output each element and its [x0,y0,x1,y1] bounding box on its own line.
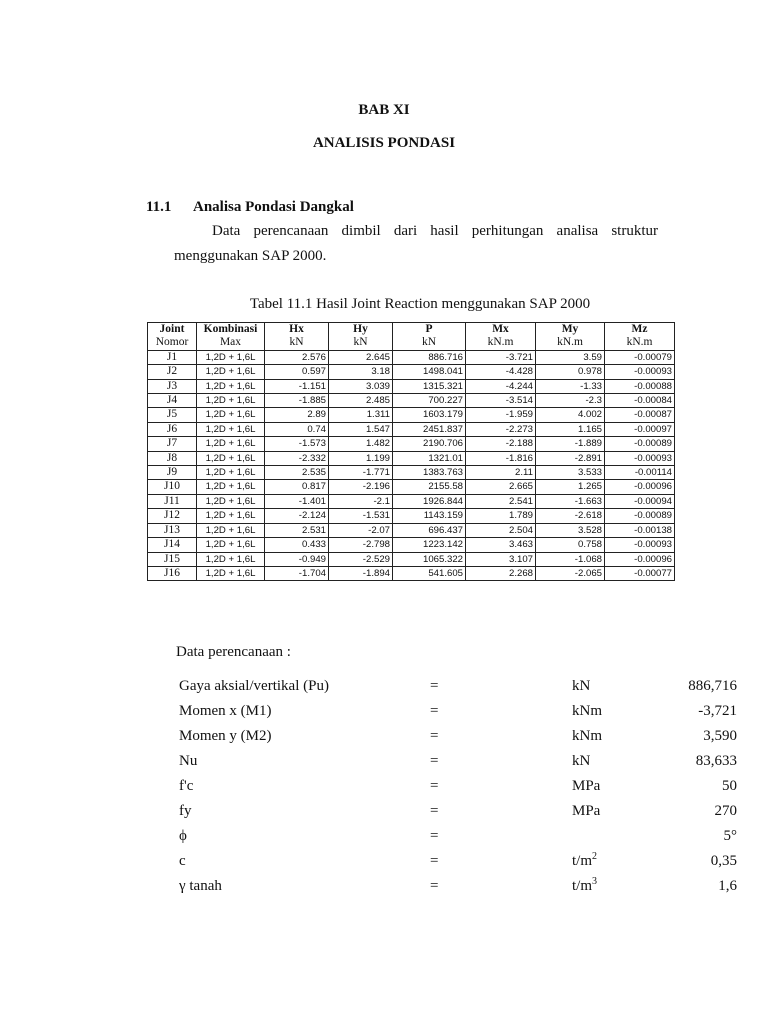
col-subheader-kombinasi: Max [197,336,265,350]
cell-hy: -2.196 [329,480,393,494]
cell-hy: 2.485 [329,394,393,408]
col-subheader-mx: kN.m [466,336,536,350]
cell-mx: 3.463 [466,538,536,552]
cell-mz: -0.00084 [605,394,675,408]
table-row [148,466,675,480]
parameter-unit-text: t/m [572,853,593,869]
cell-mx: -2.188 [466,437,536,451]
cell-p: 1926.844 [393,494,466,508]
parameter-unit-text: kNm [572,703,602,719]
parameter-value: 83,633 [695,753,737,769]
cell-kombinasi: 1,2D + 1,6L [197,466,265,480]
cell-hx: -2.124 [265,509,329,523]
parameter-unit [572,728,602,745]
table-row [148,538,675,552]
cell-joint: J9 [148,466,197,480]
cell-my: -2.618 [536,509,605,523]
parameter-unit-text: t/m [572,878,593,894]
cell-hy: 1.311 [329,408,393,422]
cell-hx: 0.74 [265,422,329,436]
section-title: Analisa Pondasi Dangkal [193,199,354,215]
parameter-unit [572,703,602,720]
cell-mz: -0.00097 [605,422,675,436]
parameter-unit [572,678,590,695]
cell-kombinasi: 1,2D + 1,6L [197,494,265,508]
parameter-unit [572,753,590,770]
parameter-equals: = [430,853,439,869]
cell-kombinasi: 1,2D + 1,6L [197,350,265,364]
cell-p: 1321.01 [393,451,466,465]
parameter-value: 5° [723,828,737,844]
cell-mz: -0.00077 [605,566,675,580]
table-row [148,422,675,436]
cell-p: 700.227 [393,394,466,408]
cell-my: -2.891 [536,451,605,465]
cell-kombinasi: 1,2D + 1,6L [197,451,265,465]
cell-hx: 0.817 [265,480,329,494]
table-row [148,394,675,408]
cell-kombinasi: 1,2D + 1,6L [197,379,265,393]
parameter-equals: = [430,678,439,694]
parameter-equals: = [430,728,439,744]
table-subheader-row [148,336,675,350]
cell-mx: 3.107 [466,552,536,566]
parameter-value: 270 [714,803,737,819]
cell-hy: 3.18 [329,365,393,379]
table-row [148,365,675,379]
cell-my: -1.068 [536,552,605,566]
cell-hy: 1.547 [329,422,393,436]
cell-joint: J12 [148,509,197,523]
cell-joint: J13 [148,523,197,537]
cell-joint: J11 [148,494,197,508]
table-row [148,379,675,393]
cell-hx: 0.433 [265,538,329,552]
cell-hx: 2.576 [265,350,329,364]
table-row [148,566,675,580]
cell-p: 541.605 [393,566,466,580]
cell-my: 3.528 [536,523,605,537]
cell-mz: -0.00094 [605,494,675,508]
table-row [148,509,675,523]
cell-hx: -1.573 [265,437,329,451]
data-perencanaan-label: Data perencanaan : [176,644,291,660]
cell-hx: 0.597 [265,365,329,379]
col-subheader-my: kN.m [536,336,605,350]
cell-p: 1383.763 [393,466,466,480]
col-header-hy: Hy [329,323,393,337]
cell-joint: J3 [148,379,197,393]
cell-kombinasi: 1,2D + 1,6L [197,422,265,436]
cell-p: 696.437 [393,523,466,537]
parameter-unit-exponent: 2 [592,851,598,862]
cell-mx: 1.789 [466,509,536,523]
parameter-label: Nu [179,753,198,769]
cell-kombinasi: 1,2D + 1,6L [197,437,265,451]
cell-joint: J5 [148,408,197,422]
cell-my: 1.265 [536,480,605,494]
cell-joint: J4 [148,394,197,408]
cell-my: -2.3 [536,394,605,408]
cell-p: 1603.179 [393,408,466,422]
parameter-unit-exponent: 3 [592,876,598,887]
cell-p: 1065.322 [393,552,466,566]
parameter-row [179,851,737,878]
table-row [148,408,675,422]
parameter-unit-text: kN [572,678,591,694]
cell-hy: -2.1 [329,494,393,508]
cell-hy: 1.482 [329,437,393,451]
cell-my: 4.002 [536,408,605,422]
col-header-p: P [393,323,466,337]
table-row [148,437,675,451]
cell-mx: -1.959 [466,408,536,422]
cell-joint: J2 [148,365,197,379]
cell-my: 0.978 [536,365,605,379]
parameter-label: γ tanah [179,878,222,894]
parameter-label: Gaya aksial/vertikal (Pu) [179,678,329,694]
cell-joint: J1 [148,350,197,364]
cell-mz: -0.00087 [605,408,675,422]
parameter-unit [572,853,597,870]
parameter-unit-text: kN [572,753,591,769]
col-subheader-mz: kN.m [605,336,675,350]
parameter-equals: = [430,803,439,819]
cell-mz: -0.00114 [605,466,675,480]
cell-mz: -0.00093 [605,365,675,379]
col-header-kombinasi: Kombinasi [197,323,265,337]
paragraph-line-2: menggunakan SAP 2000. [174,248,327,264]
cell-kombinasi: 1,2D + 1,6L [197,408,265,422]
cell-mz: -0.00096 [605,480,675,494]
parameter-unit [572,878,597,895]
cell-mx: -2.273 [466,422,536,436]
cell-mx: -4.428 [466,365,536,379]
cell-p: 1315.321 [393,379,466,393]
parameter-row [179,703,737,728]
cell-p: 1498.041 [393,365,466,379]
cell-joint: J16 [148,566,197,580]
parameter-unit-text: kNm [572,728,602,744]
table-header-row [148,323,675,337]
cell-mz: -0.00079 [605,350,675,364]
parameter-label: Momen x (M1) [179,703,272,719]
cell-hy: 3.039 [329,379,393,393]
cell-my: 1.165 [536,422,605,436]
cell-mz: -0.00093 [605,538,675,552]
cell-p: 1143.159 [393,509,466,523]
section-number: 11.1 [146,199,172,215]
cell-kombinasi: 1,2D + 1,6L [197,509,265,523]
cell-hy: -1.531 [329,509,393,523]
parameter-unit [572,803,600,820]
table-row [148,523,675,537]
parameter-unit-text: MPa [572,778,601,794]
col-header-mx: Mx [466,323,536,337]
table-row [148,552,675,566]
cell-hy: -1.894 [329,566,393,580]
cell-p: 2451.837 [393,422,466,436]
chapter-number: BAB XI [358,102,410,118]
cell-joint: J15 [148,552,197,566]
cell-hx: -1.401 [265,494,329,508]
parameter-value: 0,35 [710,853,737,869]
cell-mx: 2.11 [466,466,536,480]
cell-hx: -1.885 [265,394,329,408]
parameter-row [179,728,737,753]
parameter-value: 50 [722,778,737,794]
cell-kombinasi: 1,2D + 1,6L [197,523,265,537]
cell-joint: J7 [148,437,197,451]
parameter-value: -3,721 [698,703,737,719]
parameter-value: 3,590 [703,728,737,744]
cell-kombinasi: 1,2D + 1,6L [197,394,265,408]
parameter-label: fy [179,803,192,819]
table-row [148,494,675,508]
table-row [148,480,675,494]
cell-hx: -1.151 [265,379,329,393]
table-row [148,451,675,465]
parameter-equals: = [430,878,439,894]
cell-mx: -1.816 [466,451,536,465]
parameter-label: c [179,853,186,869]
parameter-label: Momen y (M2) [179,728,272,744]
col-header-mz: Mz [605,323,675,337]
cell-mx: -3.721 [466,350,536,364]
cell-mx: 2.268 [466,566,536,580]
cell-mx: -3.514 [466,394,536,408]
table-caption: Tabel 11.1 Hasil Joint Reaction menggunakan SAP 2000 [249,296,591,312]
parameter-row [179,876,737,903]
cell-p: 886.716 [393,350,466,364]
cell-hy: 2.645 [329,350,393,364]
cell-mx: 2.504 [466,523,536,537]
parameter-row [179,678,737,703]
parameter-label: ϕ [179,828,187,844]
cell-p: 1223.142 [393,538,466,552]
table-row [148,350,675,364]
cell-mz: -0.00093 [605,451,675,465]
col-header-my: My [536,323,605,337]
cell-hy: -1.771 [329,466,393,480]
parameter-equals: = [430,778,439,794]
cell-hx: 2.531 [265,523,329,537]
cell-my: -1.33 [536,379,605,393]
cell-mz: -0.00088 [605,379,675,393]
col-subheader-joint: Nomor [148,336,197,350]
col-subheader-p: kN [393,336,466,350]
col-subheader-hy: kN [329,336,393,350]
cell-kombinasi: 1,2D + 1,6L [197,538,265,552]
cell-hx: 2.89 [265,408,329,422]
cell-my: 0.758 [536,538,605,552]
joint-reaction-table [147,322,675,581]
cell-mx: -4.244 [466,379,536,393]
cell-joint: J8 [148,451,197,465]
cell-my: -1.889 [536,437,605,451]
cell-kombinasi: 1,2D + 1,6L [197,480,265,494]
cell-joint: J10 [148,480,197,494]
parameter-list [179,678,737,903]
parameter-label: f'c [179,778,194,794]
cell-mx: 2.541 [466,494,536,508]
parameter-unit-text: MPa [572,803,601,819]
parameter-value: 1,6 [718,878,737,894]
cell-hy: 1.199 [329,451,393,465]
cell-kombinasi: 1,2D + 1,6L [197,552,265,566]
parameter-row [179,753,737,778]
parameter-row [179,803,737,828]
cell-joint: J6 [148,422,197,436]
parameter-row [179,778,737,803]
cell-hx: 2.535 [265,466,329,480]
cell-hy: -2.529 [329,552,393,566]
cell-p: 2190.706 [393,437,466,451]
parameter-row [179,828,737,853]
cell-kombinasi: 1,2D + 1,6L [197,365,265,379]
parameter-unit [572,778,600,795]
cell-joint: J14 [148,538,197,552]
col-subheader-hx: kN [265,336,329,350]
cell-kombinasi: 1,2D + 1,6L [197,566,265,580]
cell-mz: -0.00089 [605,437,675,451]
cell-p: 2155.58 [393,480,466,494]
col-header-joint: Joint [148,323,197,337]
cell-hy: -2.798 [329,538,393,552]
cell-hx: -2.332 [265,451,329,465]
cell-hx: -1.704 [265,566,329,580]
cell-my: 3.533 [536,466,605,480]
cell-my: -1.663 [536,494,605,508]
col-header-hx: Hx [265,323,329,337]
cell-hy: -2.07 [329,523,393,537]
cell-mx: 2.665 [466,480,536,494]
parameter-equals: = [430,753,439,769]
parameter-equals: = [430,703,439,719]
cell-my: -2.065 [536,566,605,580]
cell-mz: -0.00138 [605,523,675,537]
cell-my: 3.59 [536,350,605,364]
cell-mz: -0.00096 [605,552,675,566]
chapter-title: ANALISIS PONDASI [312,135,456,151]
parameter-value: 886,716 [688,678,737,694]
paragraph-line-1: Data perencanaan dimbil dari hasil perhitungan analisa struktur [212,223,658,239]
cell-mz: -0.00089 [605,509,675,523]
parameter-equals: = [430,828,439,844]
table-body [148,350,675,581]
cell-hx: -0.949 [265,552,329,566]
